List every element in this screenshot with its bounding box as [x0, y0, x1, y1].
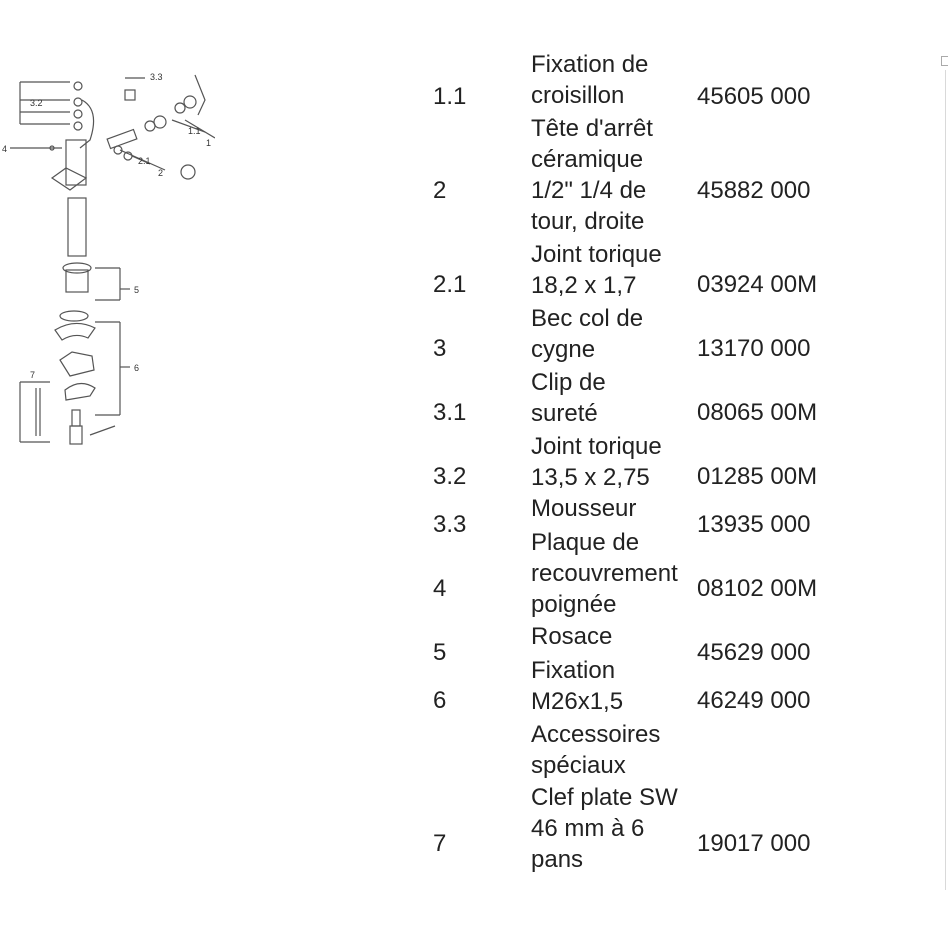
- part-description: Accessoires spéciaux: [531, 721, 661, 779]
- callout-3-2: 3.2: [30, 98, 43, 108]
- part-ref: 2: [433, 177, 447, 204]
- callout-4: 4: [2, 144, 8, 154]
- callout-1: 1: [206, 138, 212, 148]
- callout-1-1: 1.1: [188, 126, 201, 136]
- callout-3-3: 3.3: [150, 72, 163, 82]
- part-ref: 5: [433, 639, 447, 666]
- part-description: Tête d'arrêt céramique 1/2" 1/4 de tour, droite: [531, 115, 653, 235]
- callout-6: 6: [134, 363, 140, 373]
- part-number: 19017 000: [697, 830, 811, 857]
- part-ref: 6: [433, 687, 447, 714]
- part-ref: 7: [433, 830, 447, 857]
- part-number: 45605 000: [697, 83, 811, 110]
- part-ref: 3.3: [433, 511, 467, 538]
- part-description: Joint torique 13,5 x 2,75: [531, 433, 662, 491]
- part-number: 13935 000: [697, 511, 811, 538]
- part-ref: 3.2: [433, 463, 467, 490]
- part-ref: 3: [433, 335, 447, 362]
- part-description: Fixation de croisillon: [531, 51, 649, 109]
- part-number: 01285 00M: [697, 463, 818, 490]
- part-ref: 1.1: [433, 83, 467, 110]
- part-number: 13170 000: [697, 335, 811, 362]
- part-number: 45882 000: [697, 177, 811, 204]
- page-edge-line: [945, 70, 946, 890]
- callout-2-1: 2.1: [138, 156, 151, 166]
- callout-7: 7: [30, 370, 36, 380]
- part-number: 08102 00M: [697, 575, 818, 602]
- part-description: Fixation M26x1,5: [531, 657, 624, 715]
- part-description: Plaque de recouvrement poignée: [531, 529, 678, 618]
- part-description: Bec col de cygne: [531, 305, 644, 363]
- part-ref: 4: [433, 575, 447, 602]
- part-ref: 3.1: [433, 399, 467, 426]
- part-description: Mousseur: [531, 495, 637, 522]
- part-description: Clip de sureté: [531, 369, 606, 427]
- part-description: Rosace: [531, 623, 613, 650]
- part-number: 45629 000: [697, 639, 811, 666]
- callout-5: 5: [134, 285, 140, 295]
- part-description: Clef plate SW 46 mm à 6 pans: [531, 784, 678, 873]
- part-description: Joint torique 18,2 x 1,7: [531, 241, 662, 299]
- part-number: 03924 00M: [697, 271, 818, 298]
- part-ref: 2.1: [433, 271, 467, 298]
- callout-2: 2: [158, 168, 164, 178]
- part-number: 08065 00M: [697, 399, 818, 426]
- part-number: 46249 000: [697, 687, 811, 714]
- bracket-glyph: [941, 56, 948, 66]
